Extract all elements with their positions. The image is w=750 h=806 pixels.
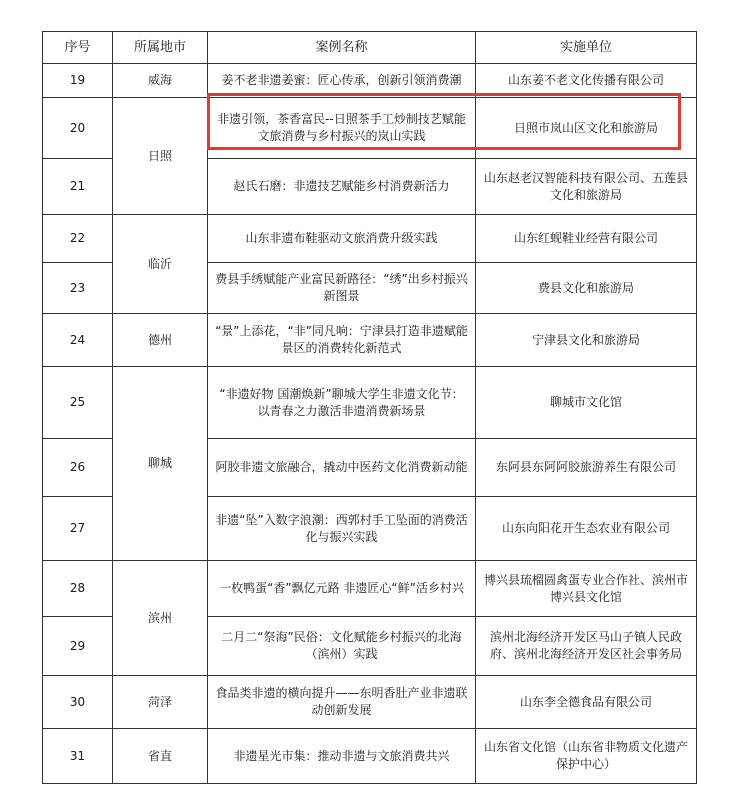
row-city: 滨州 xyxy=(113,561,208,676)
row-no: 31 xyxy=(43,729,113,784)
row-case: 山东非遗布鞋驱动文旅消费升级实践 xyxy=(208,215,476,263)
row-city: 德州 xyxy=(113,314,208,367)
row-case: 非遗星光市集：推动非遗与文旅消费共兴 xyxy=(208,729,476,784)
row-no: 21 xyxy=(43,159,113,215)
table-row xyxy=(43,314,697,367)
row-case: 食品类非遗的横向提升——东明香肚产业非遗联动创新发展 xyxy=(208,676,476,729)
row-case: 赵氏石磨：非遗技艺赋能乡村消费新活力 xyxy=(208,159,476,215)
row-city: 聊城 xyxy=(113,367,208,561)
row-unit: 山东省文化馆（山东省非物质文化遗产保护中心） xyxy=(476,729,697,784)
header-city: 所属地市 xyxy=(113,32,208,64)
row-unit: 日照市岚山区文化和旅游局 xyxy=(476,98,697,159)
row-case: “景”上添花，“非”同凡响：宁津县打造非遗赋能景区的消费转化新范式 xyxy=(208,314,476,367)
header-unit: 实施单位 xyxy=(476,32,697,64)
row-case: “非遗好物 国潮焕新”聊城大学生非遗文化节：以青春之力激活非遗消费新场景 xyxy=(208,367,476,439)
row-case: 一枚鸭蛋“香”飘亿元路 非遗匠心“鲜”活乡村兴 xyxy=(208,561,476,617)
row-case: 非遗“坠”入数字浪潮：西郭村手工坠面的消费活化与振兴实践 xyxy=(208,497,476,561)
table-header-row xyxy=(43,32,697,64)
row-city: 菏泽 xyxy=(113,676,208,729)
row-no: 25 xyxy=(43,367,113,439)
row-no: 22 xyxy=(43,215,113,263)
row-unit: 山东向阳花开生态农业有限公司 xyxy=(476,497,697,561)
row-case: 二月二“祭海”民俗：文化赋能乡村振兴的北海（滨州）实践 xyxy=(208,617,476,676)
table-row xyxy=(43,561,697,617)
row-city: 日照 xyxy=(113,98,208,215)
row-no: 20 xyxy=(43,98,113,159)
row-unit: 山东姜不老文化传播有限公司 xyxy=(476,64,697,98)
row-no: 30 xyxy=(43,676,113,729)
row-city: 临沂 xyxy=(113,215,208,314)
row-case: 非遗引领，茶香富民--日照茶手工炒制技艺赋能文旅消费与乡村振兴的岚山实践 xyxy=(208,98,476,159)
table-row xyxy=(43,64,697,98)
table-row xyxy=(43,98,697,159)
table-row xyxy=(43,367,697,439)
row-no: 27 xyxy=(43,497,113,561)
row-case: 阿胶非遗文旅融合，撬动中医药文化消费新动能 xyxy=(208,439,476,497)
row-no: 28 xyxy=(43,561,113,617)
header-case: 案例名称 xyxy=(208,32,476,64)
header-no: 序号 xyxy=(43,32,113,64)
row-unit: 东阿县东阿阿胶旅游养生有限公司 xyxy=(476,439,697,497)
row-unit: 滨州北海经济开发区马山子镇人民政府、滨州北海经济开发区社会事务局 xyxy=(476,617,697,676)
row-unit: 聊城市文化馆 xyxy=(476,367,697,439)
row-city: 省直 xyxy=(113,729,208,784)
table-row xyxy=(43,676,697,729)
row-case: 费县手绣赋能产业富民新路径：“绣”出乡村振兴新图景 xyxy=(208,263,476,314)
row-city: 威海 xyxy=(113,64,208,98)
row-case: 姜不老非遗姜蜜：匠心传承，创新引领消费潮 xyxy=(208,64,476,98)
row-no: 19 xyxy=(43,64,113,98)
row-unit: 博兴县琉榴圆禽蛋专业合作社、滨州市博兴县文化馆 xyxy=(476,561,697,617)
table-row xyxy=(43,215,697,263)
row-unit: 山东李全德食品有限公司 xyxy=(476,676,697,729)
row-no: 24 xyxy=(43,314,113,367)
row-no: 23 xyxy=(43,263,113,314)
row-unit: 宁津县文化和旅游局 xyxy=(476,314,697,367)
table-row xyxy=(43,729,697,784)
case-table xyxy=(42,31,697,784)
row-unit: 山东赵老汉智能科技有限公司、五莲县文化和旅游局 xyxy=(476,159,697,215)
row-no: 29 xyxy=(43,617,113,676)
row-unit: 费县文化和旅游局 xyxy=(476,263,697,314)
row-no: 26 xyxy=(43,439,113,497)
row-unit: 山东红蚬鞋业经营有限公司 xyxy=(476,215,697,263)
